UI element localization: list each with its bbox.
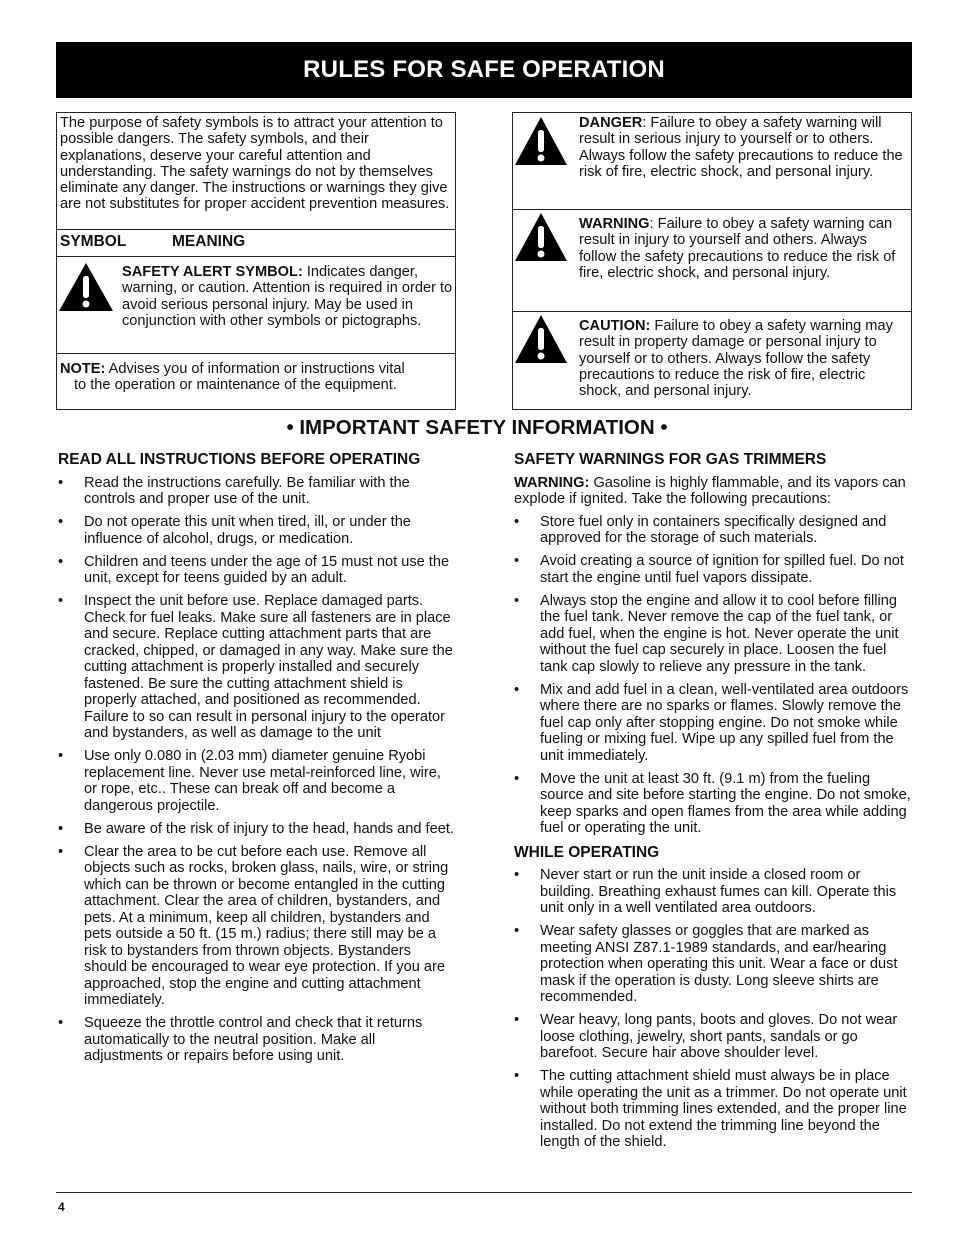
divider — [57, 229, 455, 230]
warning-alert-icon — [513, 211, 569, 263]
right-heading: SAFETY WARNINGS FOR GAS TRIMMERS — [514, 451, 827, 468]
warning-description — [579, 216, 905, 281]
signal-words-box — [512, 112, 912, 410]
note-label: NOTE: — [60, 361, 106, 377]
list-item: • Inspect the unit before use. Replace damaged parts. Check for fuel leaks. Make sure all fasteners are in place and secure. Replace cutting attachment parts that are cracked, chipped, or damaged in any way. Make sure the cutting attachment is properly installed and securely fastened. Be sure the cutting attachment shield is properly attached, and positioned as recommended. Failure to so can result in personal injury to the operator and bystanders, as well as damage to the unit — [58, 593, 456, 742]
safety-symbols-box — [56, 112, 456, 410]
warning-text: : Failure to obey a safety warning can result in injury to yourself and others. Always follow the safety precautions to reduce the risk of fire, electric shock, and personal injury. — [579, 216, 896, 281]
danger-alert-icon — [513, 115, 569, 167]
list-item: • Wear heavy, long pants, boots and gloves. Do not wear loose clothing, jewelry, short pants, sandals or go barefoot. Secure hair above shoulder level. — [514, 1012, 912, 1062]
footer-rule — [56, 1192, 912, 1193]
list-item: • Store fuel only in containers specifically designed and approved for the storage of such materials. — [514, 514, 912, 547]
left-bullet-list — [58, 475, 456, 1065]
caution-alert-icon — [513, 313, 569, 365]
danger-label: DANGER — [579, 115, 643, 131]
left-column — [58, 452, 456, 1071]
list-item: • Squeeze the throttle control and check that it returns automatically to the neutral position. Make all adjustments or repairs before using unit. — [58, 1015, 456, 1065]
section-title: • IMPORTANT SAFETY INFORMATION • — [286, 416, 668, 439]
caution-label: CAUTION: — [579, 318, 651, 334]
page-banner — [56, 42, 912, 98]
list-item: • Do not operate this unit when tired, ill, or under the influence of alcohol, drugs, or medication. — [58, 514, 456, 547]
safety-alert-icon — [57, 261, 115, 313]
divider — [513, 311, 911, 312]
page-number: 4 — [58, 1200, 65, 1214]
banner-title: RULES FOR SAFE OPERATION — [303, 56, 665, 83]
alert-label: SAFETY ALERT SYMBOL: — [122, 264, 303, 280]
header-symbol: SYMBOL — [60, 233, 127, 250]
symbol-meaning-header — [60, 233, 246, 250]
divider — [57, 256, 455, 257]
list-item: • Read the instructions carefully. Be familiar with the controls and proper use of the unit. — [58, 475, 456, 508]
warning-label: WARNING — [579, 216, 650, 232]
divider — [57, 353, 455, 354]
list-item: • The cutting attachment shield must always be in place while operating the unit as a trimmer. Do not operate unit without both trimming lines extended, and the proper line installed. Do not extend the trimming line beyond the length of the shield. — [514, 1068, 912, 1151]
list-item: • Wear safety glasses or goggles that are marked as meeting ANSI Z87.1-1989 standards, and ear/hearing protection when operating this unit. Wear a face or dust mask if the operation is dusty. Long sleeve shirts are recommended. — [514, 923, 912, 1006]
list-item: • Use only 0.080 in (2.03 mm) diameter genuine Ryobi replacement line. Never use metal-reinforced line, wire, or rope, etc.. These can break off and become a dangerous projectile. — [58, 748, 456, 814]
list-item: • Move the unit at least 30 ft. (9.1 m) from the fueling source and site before starting the engine. Do not smoke, keep sparks and open flames from the area while adding fuel or operating the unit. — [514, 771, 912, 837]
list-item: • Always stop the engine and allow it to cool before filling the fuel tank. Never remove the cap of the fuel tank, or add fuel, when the engine is hot. Never operate the unit without the fuel cap securely in place. Loosen the fuel tank cap slowly to relieve any pressure in the tank. — [514, 593, 912, 676]
alert-text: Indicates danger, warning, or caution. Attention is required in order to avoid serious personal injury. May be used in conjunction with other symbols or pictographs. — [122, 264, 453, 329]
danger-description — [579, 115, 905, 180]
danger-text: : Failure to obey a safety warning will result in serious injury to yourself or to others. Always follow the safety precautions to reduce the risk of fire, electric shock, and personal injury. — [579, 115, 903, 180]
divider — [513, 209, 911, 210]
caution-description — [579, 318, 905, 399]
note-line-2: to the operation or maintenance of the equipment. — [74, 377, 397, 394]
safety-alert-description — [122, 264, 454, 329]
gasoline-warning-label: WARNING: — [514, 474, 590, 491]
list-item: • Clear the area to be cut before each use. Remove all objects such as rocks, broken glass, nails, wire, or string which can be thrown or become entangled in the cutting attachment. Clear the area of children, bystanders, and pets. At a minimum, keep all children, bystanders and pets outside a 50 ft. (15 m.) radius; there still may be a risk to bystanders from thrown objects. Bystanders should be encouraged to wear eye protection. If you are approached, stop the engine and cutting attachment immediately. — [58, 844, 456, 1009]
caution-text: Failure to obey a safety warning may result in property damage or personal injury to yourself or to others. Always follow the safety precautions to reduce the risk of fire, electric shock, and personal injury. — [579, 318, 893, 400]
list-item: • Children and teens under the age of 15 must not use the unit, except for teens guided by an adult. — [58, 554, 456, 587]
while-operating-heading: WHILE OPERATING — [514, 843, 660, 861]
symbols-intro: The purpose of safety symbols is to attract your attention to possible dangers. The safety symbols, and their explanations, deserve your careful attention and understanding. The safety warnings do not by themselves eliminate any danger. The instructions or warnings they give are not substitutes for proper accident prevention measures. — [60, 115, 450, 213]
gasoline-warning-text: Gasoline is highly flammable, and its vapors can explode if ignited. Take the following precautions: — [514, 474, 906, 507]
operating-bullet-list — [514, 867, 912, 1151]
fuel-bullet-list — [514, 514, 912, 837]
gasoline-warning — [514, 475, 912, 508]
note-line-1: Advises you of information or instructions vital — [105, 361, 405, 377]
list-item: • Avoid creating a source of ignition for spilled fuel. Do not start the engine until fuel vapors dissipate. — [514, 553, 912, 586]
right-column — [514, 452, 912, 1157]
list-item: • Mix and add fuel in a clean, well-ventilated area outdoors where there are no sparks or flames. Slowly remove the fuel cap only after stopping engine. Do not smoke while fueling or mixing fuel. Wipe up any spilled fuel from the unit immediately. — [514, 682, 912, 765]
left-heading: READ ALL INSTRUCTIONS BEFORE OPERATING — [58, 451, 421, 468]
note-text — [60, 361, 445, 394]
list-item: • Be aware of the risk of injury to the head, hands and feet. — [58, 821, 456, 838]
list-item: • Never start or run the unit inside a closed room or building. Breathing exhaust fumes can kill. Operate this unit only in a well ventilated area outdoors. — [514, 867, 912, 917]
header-meaning: MEANING — [172, 233, 246, 250]
